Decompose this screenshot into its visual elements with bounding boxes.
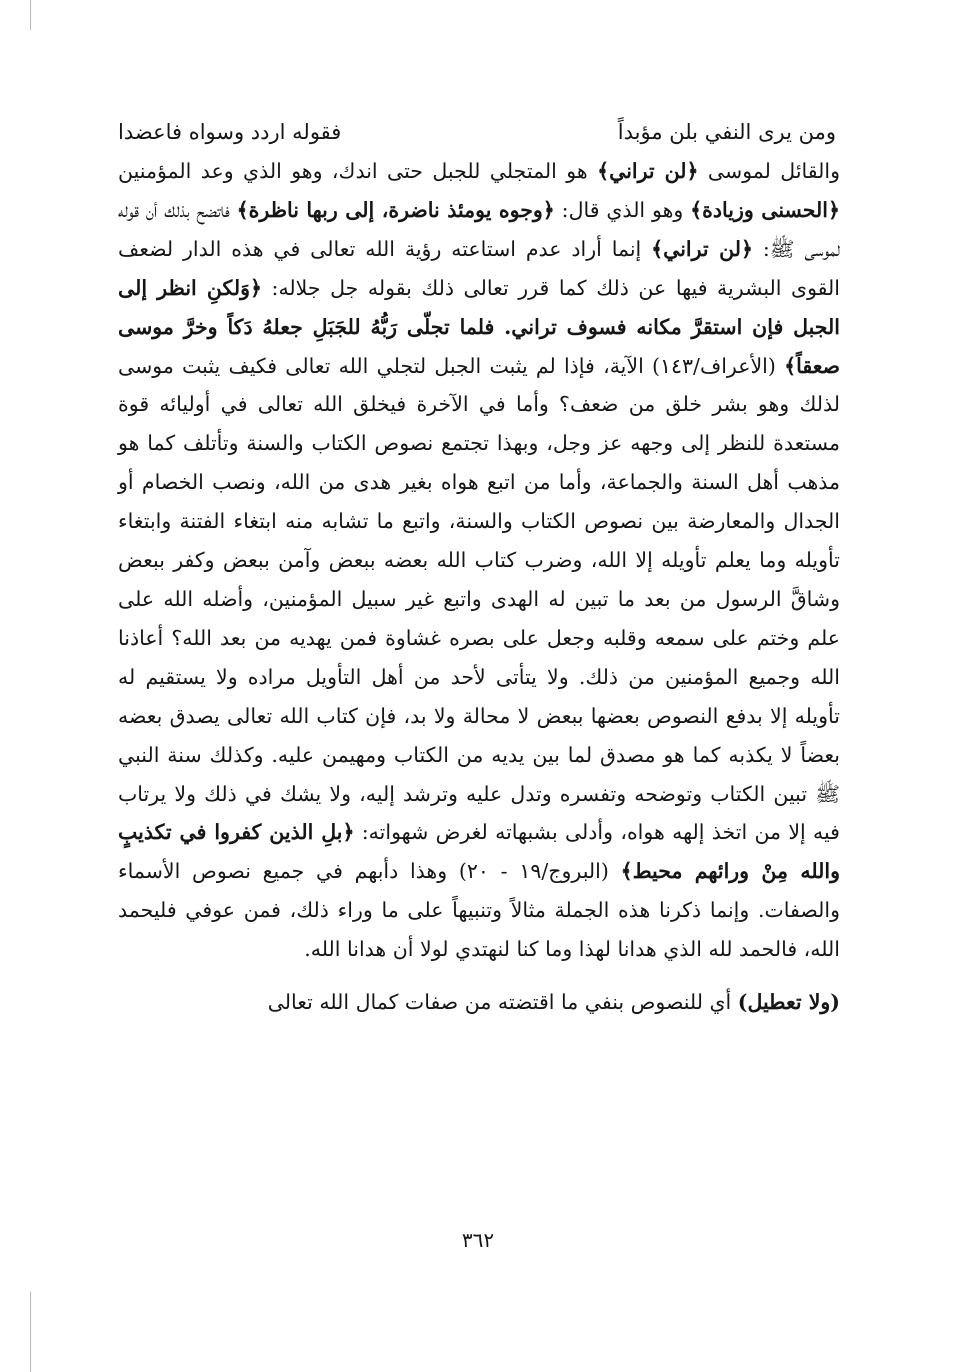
page-number: ٣٦٢: [461, 1228, 495, 1252]
page-edge-line-bottom: [30, 1292, 31, 1372]
body-text-segment: وهو الذي قال:: [554, 197, 691, 222]
body-text-segment: إنما أراد عدم استاعته رؤية الله تعالى في هذه الدار لضعف القوى البشرية فيها عن ذلك كما قرر تعالى ذلك بقوله جل جلاله:: [118, 236, 840, 300]
verse-hemistich-right: ومن يرى النفي بلن مؤبداً: [617, 120, 836, 144]
closing-paragraph: [118, 983, 840, 1022]
quran-quote: ﴿لن تراني﴾: [651, 236, 754, 261]
poetry-verse: [118, 112, 840, 152]
body-text-segment: (الأعراف/١٤٣) الآية، فإذا لم يثبت الجبل لتجلي الله تعالى فكيف يثبت موسى لذلك وهو بشر خلق من ضعف؟ وأما في الآخرة فيخلق الله تعالى في أوليائه قوة مستعدة للنظر إلى وجهه عز وجل، وبهذا تجتمع نصوص الكتاب والسنة وتأتلف كما هو مذهب أهل السنة والجماعة، وأما من اتبع هواه بغير هدى من الله، ونصب الخصام أو الجدال والمعارضة بين نصوص الكتاب والسنة، واتبع ما تشابه منه ابتغاء الفتنة وابتغاء تأويله وما يعلم تأويله إلا الله، وضرب كتاب الله بعضه ببعض وآمن ببعض وكفر ببعض وشاقَّ الرسول من بعد ما تبين له الهدى واتبع غير سبيل المؤمنين، وأضله الله على علم وختم على سمعه وقلبه وجعل على بصره غشاوة فمن يهديه من بعد الله؟ أعاذنا الله وجميع المؤمنين من ذلك. ولا يتأتى لأحد من أهل التأويل مراده ولا يستقيم له تأويله إلا بدفع النصوص بعضها ببعض لا محالة ولا بد، فإن كتاب الله تعالى يصدق بعضه بعضاً لا يكذبه كما هو مصدق لما بين يديه من الكتاب ومهيمن عليه. وكذلك سنة النبي ﷺ تبين الكتاب وتوضحه وتفسره وتدل عليه وترشد إليه، ولا يشك في ذلك ولا يرتاب فيه إلا من اتخذ إلهه هواه، وأدلى بشبهاته لغرض شهواته:: [118, 353, 840, 845]
body-text-segment: هو المتجلي للجبل حتى اندك، وهو الذي وعد المؤمنين: [118, 159, 598, 183]
closing-text: أي للنصوص بنفي ما اقتضته من صفات كمال الله تعالى: [267, 990, 738, 1015]
quran-quote: ﴿الحسنى وزيادة﴾: [690, 197, 840, 222]
body-text-segment: والقائل لموسى: [698, 159, 840, 183]
quran-quote: ﴿وَلكنِ انظر إلى الجبل فإن استقرَّ مكانه فسوف تراني. فلما تجلّى رَبُّهُ للجَبَلِ جعلهُ دَكاً وخرَّ موسى صعقاً﴾: [118, 275, 840, 378]
page-text-block: [118, 112, 840, 1022]
verse-hemistich-left: فقوله اردد وسواه فاعضدا: [118, 120, 342, 144]
page-edge-line-top: [30, 0, 31, 30]
quran-quote: ﴿بلِ الذين كفروا في تكذيبٍ والله مِنْ ورائهم محيط﴾: [118, 820, 840, 884]
body-text-segment: (البروج/١٩ - ٢٠) وهذا دأبهم في جميع نصوص الأسماء والصفات. وإنما ذكرنا هذه الجملة مثالاً وتنبيهاً على ما وراء ذلك، فمن عوفي فليحمد الله، فالحمد لله الذي هدانا لهذا وما كنا لنهتدي لولا أن هدانا الله.: [118, 859, 840, 962]
body-text-segment: فاتضح بذلك أن قوله لموسى ﷺ:: [118, 197, 840, 261]
quran-quote: ﴿وجوه يومئذ ناضرة، إلى ربها ناظرة﴾: [236, 197, 555, 222]
quran-quote: ﴿لن تراني﴾: [597, 159, 699, 183]
closing-term: (ولا تعطيل): [737, 990, 840, 1015]
body-paragraph: [118, 152, 840, 969]
